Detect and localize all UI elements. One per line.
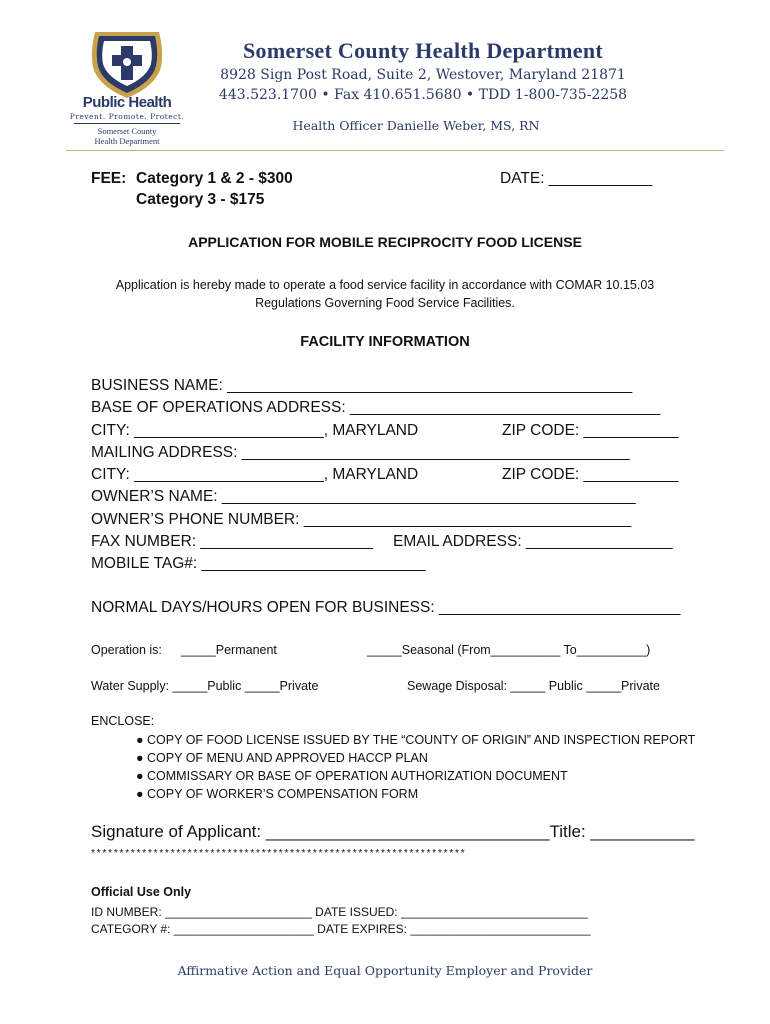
contact-line: 443.523.1700 • Fax 410.651.5680 • TDD 1-800-735-2258	[218, 87, 628, 103]
org-name: Somerset County Health Department	[242, 38, 603, 63]
water-supply-field[interactable]: Water Supply: _____Public _____Private	[91, 679, 319, 693]
enclose-item: ● COPY OF WORKER’S COMPENSATION FORM	[136, 787, 419, 801]
enclose-item: ● COMMISSARY OR BASE OF OPERATION AUTHORIZATION DOCUMENT	[136, 769, 568, 783]
fee-category-1-2: Category 1 & 2 - $300	[136, 170, 293, 187]
fee-category-3: Category 3 - $175	[136, 191, 265, 208]
owner-phone-field[interactable]: OWNER’S PHONE NUMBER: ______________________________________	[91, 511, 632, 528]
id-number-date-issued-line: ID NUMBER: ______________________ DATE ISSUED: ____________________________	[91, 905, 588, 919]
email-address-field[interactable]: EMAIL ADDRESS: _________________	[393, 533, 673, 550]
mailing-zip-field[interactable]: ZIP CODE: ___________	[502, 466, 679, 483]
zip-code-field[interactable]: ZIP CODE: ___________	[502, 422, 679, 439]
footer-statement: Affirmative Action and Equal Opportunity Employer and Provider	[177, 963, 593, 978]
date-field[interactable]: DATE: ____________	[500, 170, 653, 187]
city-field[interactable]: CITY: ______________________, MARYLAND	[91, 422, 419, 439]
asterisk-divider: ******************************************************************	[91, 847, 467, 859]
operation-seasonal-option[interactable]: _____Seasonal (From__________ To__________)	[367, 643, 651, 657]
logo-tagline: Prevent. Promote. Protect.	[69, 112, 185, 121]
enclose-item: ● COPY OF FOOD LICENSE ISSUED BY THE “COUNTY OF ORIGIN” AND INSPECTION REPORT	[136, 733, 696, 747]
enclose-label: ENCLOSE:	[91, 714, 155, 728]
mobile-tag-field[interactable]: MOBILE TAG#: __________________________	[91, 555, 426, 572]
health-officer: Health Officer Danielle Weber, MS, RN	[292, 118, 540, 133]
fee-label: FEE:	[91, 170, 127, 187]
facility-heading: FACILITY INFORMATION	[300, 334, 470, 350]
mailing-city-field[interactable]: CITY: ______________________, MARYLAND	[91, 466, 419, 483]
category-date-expires-line: CATEGORY #: _____________________ DATE EXPIRES: ___________________________	[91, 922, 591, 936]
base-address-field[interactable]: BASE OF OPERATIONS ADDRESS: ____________________________________	[91, 399, 661, 416]
business-name-field[interactable]: BUSINESS NAME: _______________________________________________	[91, 377, 633, 394]
form-title: APPLICATION FOR MOBILE RECIPROCITY FOOD LICENSE	[188, 234, 582, 250]
address-line: 8928 Sign Post Road, Suite 2, Westover, Maryland 21871	[220, 67, 626, 83]
business-hours-field[interactable]: NORMAL DAYS/HOURS OPEN FOR BUSINESS: ____________________________	[91, 599, 681, 616]
enclose-item: ● COPY OF MENU AND APPROVED HACCP PLAN	[136, 751, 428, 765]
header-divider	[66, 150, 724, 151]
sewage-disposal-field[interactable]: Sewage Disposal: _____ Public _____Private	[407, 679, 660, 693]
signature-title-field[interactable]: Signature of Applicant: ______________________________Title: ___________	[91, 822, 695, 841]
official-use-heading: Official Use Only	[91, 885, 192, 899]
intro-line-1: Application is hereby made to operate a food service facility in accordance with COMAR 10.15.03	[115, 278, 655, 292]
fax-number-field[interactable]: FAX NUMBER: ____________________	[91, 533, 373, 550]
operation-permanent-option[interactable]: _____Permanent	[181, 643, 277, 657]
mailing-address-field[interactable]: MAILING ADDRESS: _____________________________________________	[91, 444, 630, 461]
operation-label: Operation is:	[91, 643, 162, 657]
owner-name-field[interactable]: OWNER’S NAME: ________________________________________________	[91, 488, 636, 505]
intro-line-2: Regulations Governing Food Service Facilities.	[255, 296, 515, 310]
logo-county-line1: Somerset County	[97, 126, 157, 136]
logo-brand-text: Public Health	[82, 94, 172, 111]
logo-county-line2: Health Department	[94, 136, 160, 146]
